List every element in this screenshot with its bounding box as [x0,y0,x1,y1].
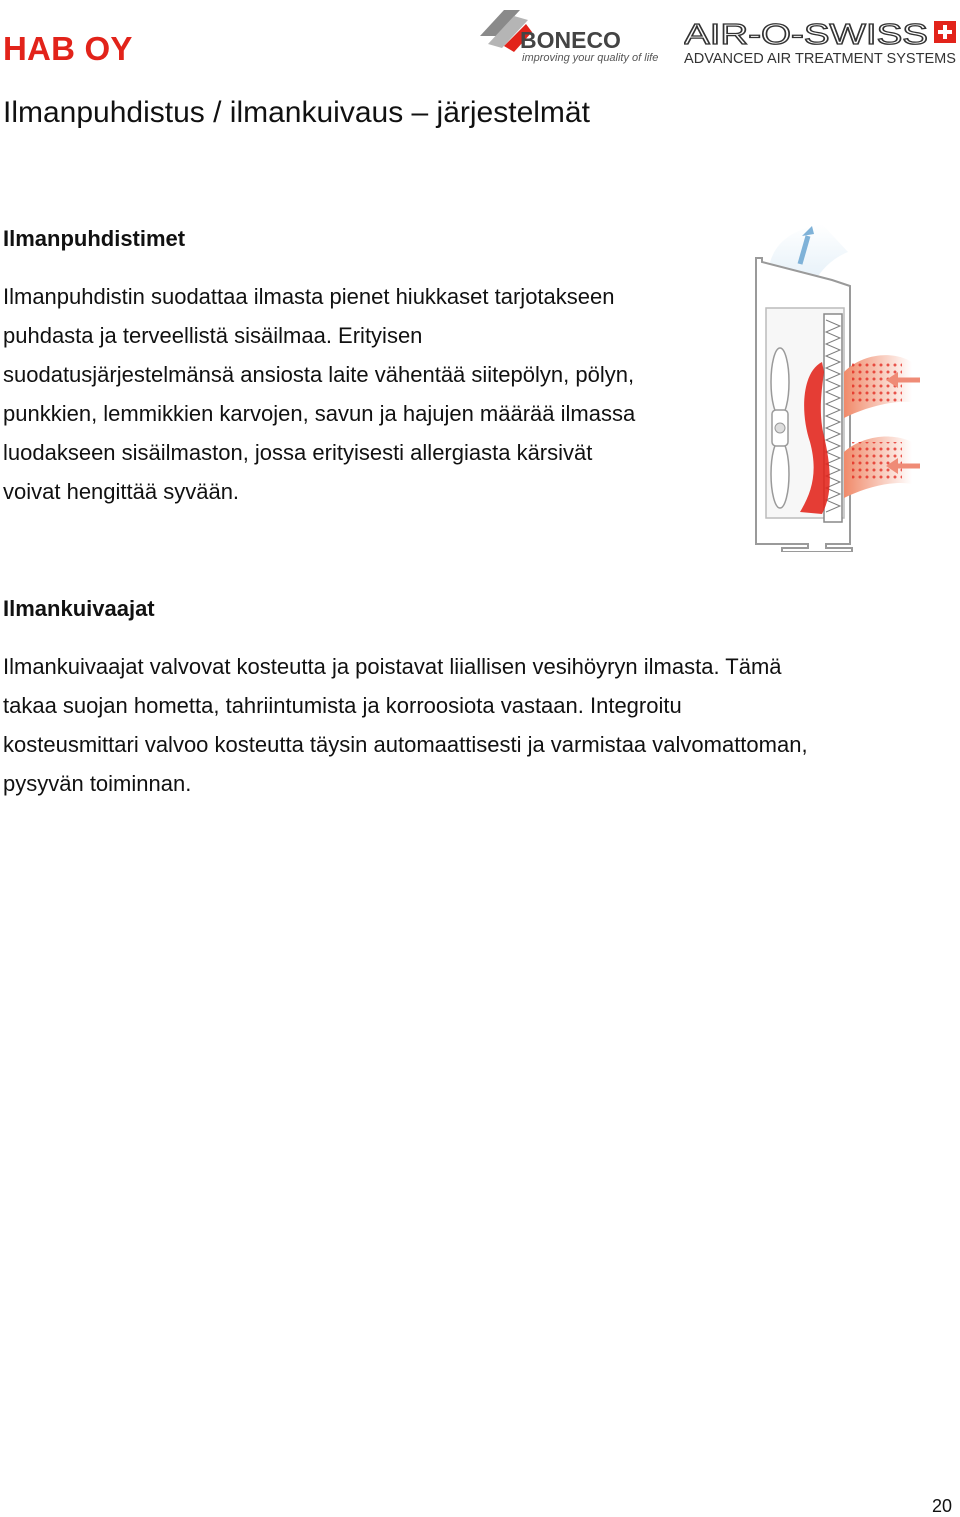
paragraph-line: pysyvän toiminnan. [3,771,192,796]
air-purifiers-paragraph [3,277,635,511]
paragraph-line: Ilmankuivaajat valvovat kosteutta ja poistavat liiallisen vesihöyryn ilmasta. Tämä [3,654,782,679]
document-title: Ilmanpuhdistus / ilmankuivaus – järjestelmät [3,96,590,129]
paragraph-line: kosteusmittari valvoo kosteutta täysin automaattisesti ja varmistaa valvomattoman, [3,732,808,757]
paragraph-line: puhdasta ja terveellistä sisäilmaa. Erityisen [3,323,423,348]
paragraph-line: voivat hengittää syvään. [3,479,240,504]
section-heading-dehumidifiers: Ilmankuivaajat [3,596,155,621]
dehumidifiers-paragraph [3,647,808,803]
paragraph-line: punkkien, lemmikkien karvojen, savun ja hajujen määrää ilmassa [3,401,636,426]
fan-icon [771,348,789,508]
boneco-tagline: improving your quality of life [522,52,659,64]
swiss-cross-icon [934,21,956,43]
airoswiss-logo [684,18,958,68]
company-name: HAB OY [3,30,133,67]
paragraph-line: takaa suojan hometta, tahriintumista ja korroosiota vastaan. Integroitu [3,693,682,718]
boneco-wordmark: BONECO [520,27,621,53]
page-number: 20 [931,1496,952,1516]
paragraph-line: Ilmanpuhdistin suodattaa ilmasta pienet hiukkaset tarjotakseen [3,284,615,309]
paragraph-line: suodatusjärjestelmänsä ansiosta laite vähentää siitepölyn, pölyn, [3,362,635,387]
air-purifier-illustration [752,222,924,552]
airoswiss-wordmark: AIR-O-SWISS [684,19,928,51]
boneco-logo [474,6,674,68]
section-heading-air-purifiers: Ilmanpuhdistimet [3,226,186,251]
paragraph-line: luodakseen sisäilmaston, jossa erityisesti allergiasta kärsivät [3,440,593,465]
airoswiss-tagline: ADVANCED AIR TREATMENT SYSTEMS [684,51,956,67]
